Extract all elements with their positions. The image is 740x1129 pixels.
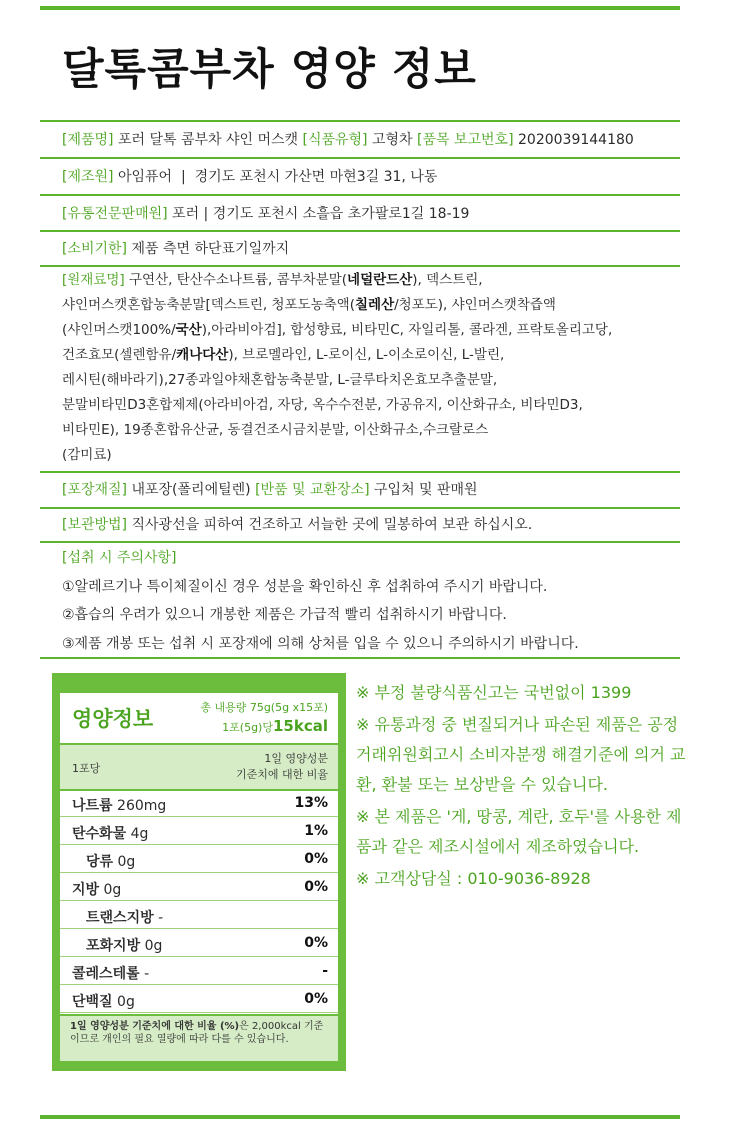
nutrient-percent: 13%	[294, 795, 328, 811]
storage-label: [보관방법]	[62, 517, 128, 533]
ingredients-text: (감미료)	[62, 447, 112, 463]
ingredients-text: 구연산, 탄산수소나트륨, 콤부차분말(	[129, 272, 348, 288]
caution-label: [섭취 시 주의사항]	[62, 550, 177, 566]
nutrient-row	[60, 875, 338, 901]
nutrient-label: 단백질	[72, 994, 113, 1010]
caution-block	[40, 541, 680, 659]
manufacturer-row	[40, 157, 680, 194]
notice-item: ※ 본 제품은 '게, 땅콩, 계란, 호두'를 사용한 제품과 같은 제조시설에서 제조하였습니다.	[356, 807, 682, 856]
page-title: 달톡콤부차 영양 정보	[62, 45, 477, 95]
ingredients-text: ),아라비아검], 합성향료, 비타민C, 자일리톨, 콜라겐, 프락토올리고당,	[201, 322, 613, 338]
ingredients-text: 샤인머스캣혼합농축분말[덱스트린, 청포도농축액(	[62, 297, 355, 313]
nutrient-amount: -	[144, 966, 150, 982]
ingredients-label: [원재료명]	[62, 272, 125, 288]
nutrition-header	[60, 693, 338, 745]
nutrient-row	[60, 791, 338, 817]
footnote-text: 은 2,000kcal 기준이므로 개인의 필요 열량에 따라 다를 수 있습니다.	[70, 1021, 324, 1045]
expiry-value: 제품 측면 하단표기일까지	[131, 241, 290, 257]
ingredients-text: 레시틴(해바라기),27종과일야채혼합농축분말, L-글루타치온효모추출분말,	[62, 372, 498, 388]
nutrient-amount: 4g	[130, 826, 149, 842]
caution-item: ③제품 개봉 또는 섭취 시 포장재에 의해 상처를 입을 수 있으니 주의하시기 바랍니다.	[62, 635, 579, 652]
expiry-row	[40, 230, 680, 265]
ingredients-text: 비타민E), 19종혼합유산균, 동결건조시금치분말, 이산화규소,수크랄로스	[62, 422, 489, 438]
nutrient-name	[72, 879, 121, 899]
ingredients-text: 건조효모(셀렌함유/	[62, 347, 177, 363]
expiry-label: [소비기한]	[62, 241, 128, 257]
packaging-label: [포장재질]	[62, 482, 128, 498]
nutrient-label: 트랜스지방	[86, 910, 154, 926]
nutrient-name	[72, 991, 135, 1011]
food-type-label: [식품유형]	[302, 132, 368, 148]
calories: 15kcal	[272, 717, 328, 735]
manufacturer-separator: |	[180, 169, 186, 185]
report-number-label: [품목 보고번호]	[417, 132, 514, 148]
nutrient-name	[72, 823, 148, 843]
nutrient-name	[86, 907, 163, 927]
nutrient-label: 지방	[72, 882, 100, 898]
nutrition-subheader	[60, 745, 338, 791]
nutrient-label: 당류	[86, 854, 114, 870]
caution-item: ①알레르기나 특이체질이신 경우 성분을 확인하신 후 섭취하여 주시기 바랍니다.	[62, 578, 548, 595]
storage-row	[40, 507, 680, 541]
nutrient-name	[86, 935, 162, 955]
ingredients-text: /청포도), 샤인머스캣착즙액	[394, 297, 556, 313]
nutrition-facts-panel	[52, 673, 346, 1071]
origin-canada: 캐나다산	[176, 347, 229, 363]
ingredients-text: ), 덱스트린,	[412, 272, 483, 288]
manufacturer-label: [제조원]	[62, 169, 114, 185]
nutrient-row	[60, 819, 338, 845]
return-value: 구입처 및 판매원	[374, 482, 478, 498]
per-serving: 1포(5g)당	[222, 721, 273, 734]
nutrient-row	[60, 987, 338, 1013]
origin-korea: 국산	[175, 322, 202, 338]
bottom-divider	[40, 1115, 680, 1119]
ingredients-text: ), 브로멜라인, L-로이신, L-이소로이신, L-발린,	[228, 347, 505, 363]
caution-item: ②흡습의 우려가 있으니 개봉한 제품은 가급적 빨리 섭취하시기 바랍니다.	[62, 607, 507, 623]
nutrient-amount: -	[158, 910, 164, 926]
dv-header: 기준치에 대한 비율	[235, 768, 328, 781]
ingredients-text: 분말비타민D3혼합제제(아라비아검, 자당, 옥수수전분, 가공유지, 이산화규소, 비타민D3,	[62, 397, 583, 413]
ingredients-block	[40, 265, 680, 471]
nutrient-label: 포화지방	[86, 938, 141, 954]
nutrient-percent: 1%	[304, 823, 328, 839]
product-name-label: [제품명]	[62, 132, 114, 148]
nutrient-amount: 0g	[117, 994, 135, 1010]
nutrient-name	[72, 795, 166, 815]
nutrient-amount: 260mg	[117, 798, 167, 814]
nutrient-label: 탄수화물	[72, 826, 127, 842]
origin-chile: 칠레산	[354, 297, 395, 313]
nutrient-percent: -	[322, 963, 328, 979]
nutrient-row	[60, 903, 338, 929]
distributor-label: [유통전문판매원]	[62, 206, 168, 222]
product-name: 포러 달톡 콤부차 샤인 머스캣	[117, 132, 299, 148]
serving-label: 1포당	[72, 762, 101, 775]
notice-item: ※ 부정 불량식품신고는 국번없이 1399	[356, 683, 632, 702]
origin-netherlands: 네덜란드산	[347, 272, 413, 288]
nutrient-percent: 0%	[304, 851, 328, 867]
notices	[356, 678, 686, 896]
packaging-value: 내포장(폴리에틸렌)	[131, 482, 251, 498]
storage-value: 직사광선을 피하여 건조하고 서늘한 곳에 밀봉하여 보관 하십시오.	[131, 517, 533, 533]
ingredients-text: (샤인머스캣100%/	[62, 322, 176, 338]
distributor-row	[40, 194, 680, 230]
nutrient-row	[60, 931, 338, 957]
notice-item: ※ 고객상담실 : 010-9036-8928	[356, 869, 591, 888]
manufacturer-address: 경기도 포천시 가산면 마현3길 31, 나동	[194, 169, 438, 185]
packaging-row	[40, 471, 680, 507]
notice-item: ※ 유통과정 중 변질되거나 파손된 제품은 공정거래위원회고시 소비자분쟁 해결기준에 의거 교환, 환불 또는 보상받을 수 있습니다.	[356, 715, 686, 794]
dv-header: 1일 영양성분	[264, 752, 328, 765]
nutrient-name	[86, 851, 135, 871]
nutrient-name	[72, 963, 149, 983]
nutrition-footnote	[60, 1014, 338, 1061]
nutrient-label: 나트륨	[72, 798, 113, 814]
total-content: 총 내용량 75g(5g x15포)	[200, 701, 328, 714]
manufacturer-name: 아임퓨어	[117, 169, 173, 185]
nutrient-amount: 0g	[103, 882, 122, 898]
report-number: 2020039144180	[518, 132, 634, 148]
nutrient-amount: 0g	[117, 854, 136, 870]
nutrient-amount: 0g	[144, 938, 163, 954]
nutrition-title: 영양정보	[72, 707, 154, 731]
food-type: 고형차	[371, 132, 413, 148]
nutrient-percent: 0%	[304, 935, 328, 951]
nutrient-row	[60, 959, 338, 985]
return-label: [반품 및 교환장소]	[255, 482, 370, 498]
footnote-bold: 1일 영양성분 기준치에 대한 비율 (%)	[70, 1021, 240, 1032]
product-info-row	[40, 120, 680, 157]
nutrient-percent: 0%	[304, 879, 328, 895]
top-divider	[40, 6, 680, 10]
distributor-value: 포러 | 경기도 포천시 소흘읍 초가팔로1길 18-19	[172, 206, 470, 222]
nutrient-percent: 0%	[304, 991, 328, 1007]
nutrient-label: 콜레스테롤	[72, 966, 140, 982]
nutrient-row	[60, 847, 338, 873]
